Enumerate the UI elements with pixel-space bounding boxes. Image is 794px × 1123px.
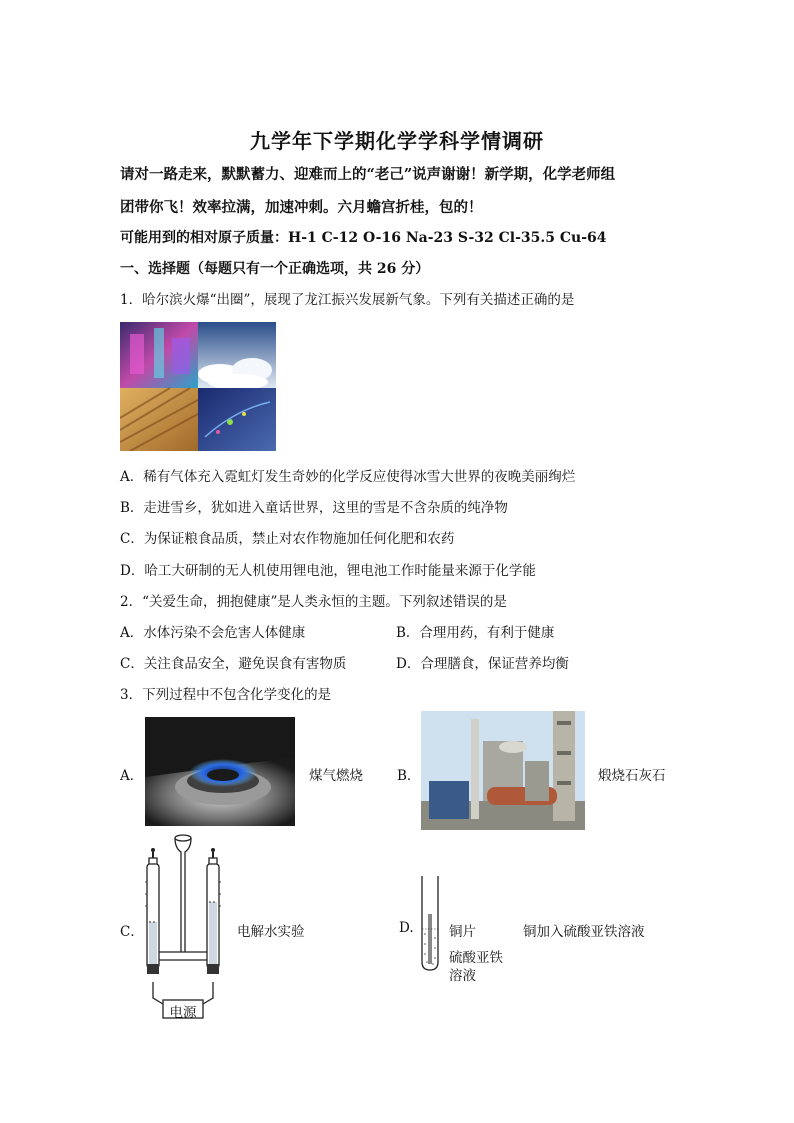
- water-electrolysis-diagram: [137, 832, 229, 1022]
- q1-option-d: D．哈工大研制的无人机使用锂电池，锂电池工作时能量来源于化学能: [120, 563, 536, 579]
- q3-option-b-letter: B．: [397, 768, 421, 784]
- q1-photo-collage: [120, 322, 276, 451]
- atomic-masses: 可能用到的相对原子质量：H-1 C-12 O-16 Na-23 S-32 Cl-35.5 Cu-64: [120, 230, 607, 246]
- q1-option-a: A．稀有气体充入霓虹灯发生奇妙的化学反应使得冰雪大世界的夜晚美丽绚烂: [120, 469, 576, 485]
- ferrous-sulfate-label: 硫酸亚铁: [449, 950, 503, 966]
- q2-option-c: C．关注食品安全，避免误食有害物质: [120, 656, 347, 672]
- q1-stem: 1．哈尔滨火爆“出圈”，展现了龙江振兴发展新气象。下列有关描述正确的是: [120, 292, 575, 308]
- intro-line-1: 请对一路走来，默默蓄力、迎难而上的“老己”说声谢谢！新学期，化学老师组: [120, 166, 616, 183]
- power-supply-label: 电源: [169, 1005, 197, 1021]
- section-heading: 一、选择题（每题只有一个正确选项，共 26 分）: [120, 261, 430, 277]
- q2-stem: 2．“关爱生命，拥抱健康”是人类永恒的主题。下列叙述错误的是: [120, 594, 507, 610]
- q1-option-b: B．走进雪乡，犹如进入童话世界，这里的雪是不含杂质的纯净物: [120, 500, 508, 516]
- q1-option-c: C．为保证粮食品质，禁止对农作物施加任何化肥和农药: [120, 531, 455, 547]
- test-tube-diagram: [418, 874, 442, 974]
- q3-option-a-letter: A．: [120, 768, 144, 784]
- solution-label: 溶液: [449, 968, 476, 984]
- q3-stem: 3．下列过程中不包含化学变化的是: [120, 687, 332, 703]
- q3-option-b-caption: 煅烧石灰石: [598, 768, 666, 784]
- q3-option-c-letter: C．: [120, 924, 144, 940]
- q3-option-a-caption: 煤气燃烧: [309, 768, 363, 784]
- page-title: 九学年下学期化学学科学情调研: [250, 129, 544, 153]
- q2-option-a: A．水体污染不会危害人体健康: [120, 625, 306, 641]
- q2-option-b: B．合理用药，有利于健康: [396, 625, 555, 641]
- lime-kiln-photo: [421, 711, 585, 830]
- q3-option-d-letter: D.: [399, 920, 414, 936]
- intro-line-2: 团带你飞！效率拉满，加速冲刺。六月蟾宫折桂，包的！: [120, 199, 483, 216]
- copper-strip-label: 铜片: [449, 924, 476, 940]
- q2-option-d: D．合理膳食，保证营养均衡: [396, 656, 569, 672]
- q3-option-c-caption: 电解水实验: [237, 924, 305, 940]
- gas-stove-photo: [145, 717, 295, 826]
- q3-option-d-caption: 铜加入硫酸亚铁溶液: [523, 924, 645, 940]
